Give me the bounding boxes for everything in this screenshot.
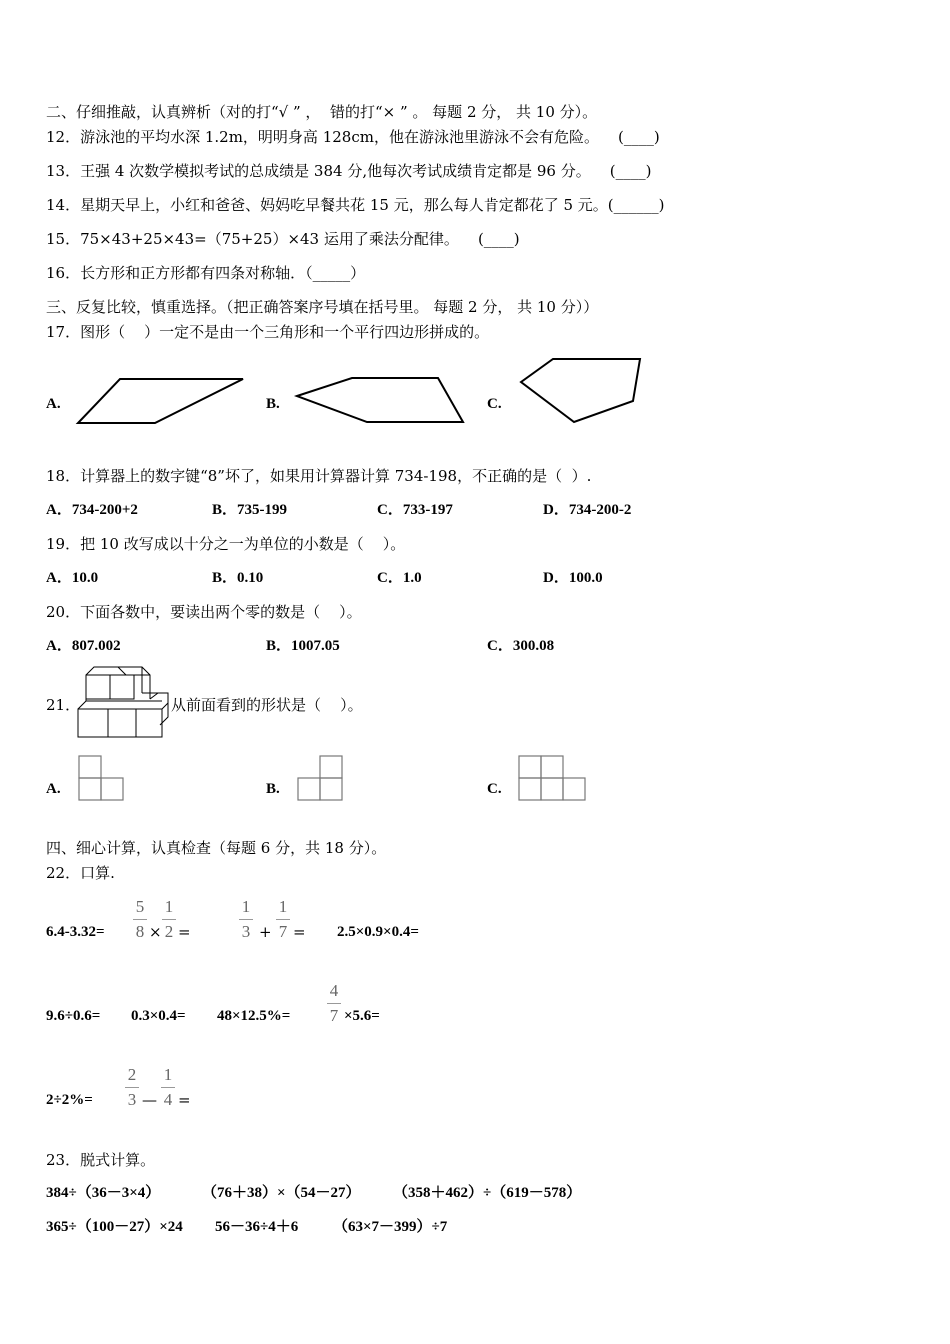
q22-r1-frac3	[239, 896, 253, 943]
q22-r1-frac1	[133, 896, 147, 943]
q22-r1-expr4: 2.5×0.9×0.4=	[337, 924, 419, 940]
section2-heading: 二、仔细推敲，认真辨析（对的打“√ ” ， 错的打“× ” 。 每题 2 分， 共 10 分）。	[46, 103, 598, 121]
section4-heading: 四、细心计算，认真检查（每题 6 分，共 18 分）。	[46, 839, 387, 857]
q22-r3-frac1	[125, 1064, 139, 1111]
question-21-number: 21．	[46, 696, 81, 714]
q17-shape-c	[518, 355, 648, 427]
q19-option-b: B．0.10	[212, 570, 264, 586]
q22-r1-op1: ×	[149, 923, 162, 941]
q23-r1-expr1: 384÷（36－3×4）	[46, 1185, 161, 1201]
q22-r3-frac2	[161, 1064, 175, 1111]
q18-option-b: B．735-199	[212, 502, 288, 518]
q22-r1-frac4	[276, 896, 290, 943]
q22-r1-frac2	[162, 896, 176, 943]
q21-view-a	[78, 755, 126, 803]
q23-r1-expr2: （76＋38）×（54－27）	[202, 1185, 361, 1201]
q20-option-a: A．807.002	[46, 638, 121, 654]
numerator: 5	[135, 897, 145, 916]
question-17-stem: 17．图形（ ）一定不是由一个三角形和一个平行四边形拼成的。	[46, 323, 490, 341]
q21-view-b	[297, 755, 345, 803]
q17-shape-b	[295, 375, 470, 427]
q18-option-a: A．734-200+2	[46, 502, 138, 518]
q23-r1-expr3: （358＋462）÷（619－578）	[393, 1185, 582, 1201]
q22-r2-expr4: ×5.6=	[344, 1008, 380, 1024]
question-21-stem: 从前面看到的形状是（ ）。	[171, 696, 363, 714]
q22-r3-op1: —	[142, 1091, 157, 1109]
question-22-label: 22．口算.	[46, 864, 115, 882]
q21-cube-stack	[76, 665, 176, 740]
numerator: 1	[163, 1065, 173, 1084]
q21-view-c	[518, 755, 588, 803]
q19-option-a: A．10.0	[46, 570, 99, 586]
numerator: 1	[241, 897, 251, 916]
q21-option-a: A.	[46, 781, 61, 797]
q17-shape-a	[75, 375, 250, 427]
denominator: 7	[329, 1006, 339, 1025]
q19-option-d: D．100.0	[543, 570, 603, 586]
section3-heading: 三、反复比较，慎重选择。（把正确答案序号填在括号里。 每题 2 分， 共 10 分））	[46, 298, 599, 316]
q22-r2-frac1	[327, 980, 341, 1027]
numerator: 1	[164, 897, 174, 916]
q22-r1-eq2: =	[293, 923, 306, 941]
denominator: 2	[164, 922, 174, 941]
q19-option-c: C．1.0	[377, 570, 422, 586]
question-13: 13．王强 4 次数学模拟考试的总成绩是 384 分,他每次考试成绩肯定都是 96 分。 (____)	[46, 162, 652, 180]
q23-r2-expr3: （63×7－399）÷7	[333, 1219, 448, 1235]
denominator: 8	[135, 922, 145, 941]
q22-r2-expr2: 0.3×0.4=	[131, 1008, 186, 1024]
question-16: 16．长方形和正方形都有四条对称轴．（_____）	[46, 264, 366, 282]
numerator: 1	[278, 897, 288, 916]
q18-option-c: C．733-197	[377, 502, 453, 518]
q17-option-c: C.	[487, 396, 502, 412]
question-20-stem: 20．下面各数中，要读出两个零的数是（ ）。	[46, 603, 362, 621]
denominator: 4	[163, 1090, 173, 1109]
denominator: 3	[127, 1090, 137, 1109]
q21-option-b: B.	[266, 781, 280, 797]
q22-r2-expr3: 48×12.5%=	[217, 1008, 291, 1024]
q22-r1-eq1: =	[178, 923, 191, 941]
q17-option-a: A.	[46, 396, 61, 412]
q23-r2-expr2: 56－36÷4＋6	[215, 1219, 299, 1235]
question-12: 12．游泳池的平均水深 1.2m，明明身高 128cm，他在游泳池里游泳不会有危险。 (____)	[46, 128, 660, 146]
q20-option-c: C．300.08	[487, 638, 555, 654]
denominator: 7	[278, 922, 288, 941]
q17-option-b: B.	[266, 396, 280, 412]
q23-r2-expr1: 365÷（100－27）×24	[46, 1219, 183, 1235]
q22-r3-expr1: 2÷2%=	[46, 1092, 93, 1108]
denominator: 3	[241, 922, 251, 941]
q18-option-d: D．734-200-2	[543, 502, 632, 518]
q22-r2-expr1: 9.6÷0.6=	[46, 1008, 101, 1024]
question-15: 15．75×43+25×43=（75+25）×43 运用了乘法分配律。 (____)	[46, 230, 520, 248]
question-19-stem: 19．把 10 改写成以十分之一为单位的小数是（ ）。	[46, 535, 406, 553]
question-14: 14．星期天早上，小红和爸爸、妈妈吃早餐共花 15 元，那么每人肯定都花了 5 元。(______)	[46, 196, 665, 214]
numerator: 4	[329, 981, 339, 1000]
numerator: 2	[127, 1065, 137, 1084]
question-18-stem: 18．计算器上的数字键“8”坏了，如果用计算器计算 734-198，不正确的是（ ）.	[46, 467, 592, 485]
q21-option-c: C.	[487, 781, 502, 797]
q20-option-b: B．1007.05	[266, 638, 340, 654]
q22-r1-op2: +	[259, 923, 272, 941]
question-23-label: 23．脱式计算。	[46, 1151, 156, 1169]
q22-r1-expr1: 6.4-3.32=	[46, 924, 105, 940]
q22-r3-eq1: =	[178, 1091, 191, 1109]
